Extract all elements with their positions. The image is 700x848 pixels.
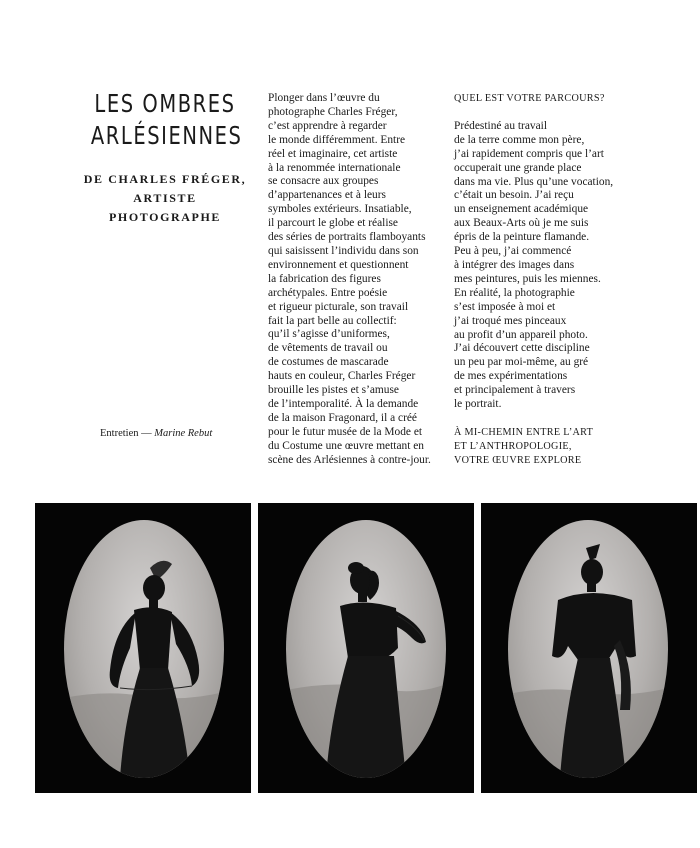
answer-text-line: aux Beaux-Arts où je me suis (454, 217, 589, 230)
photo-oval-2 (286, 520, 446, 778)
answer-text-line: un enseignement académique (454, 203, 589, 216)
subtitle-line-2: ARTISTE (133, 191, 197, 205)
intro-text-line: à la renommée internationale (268, 161, 401, 174)
question-1: QUEL EST VOTRE PARCOURS? (454, 93, 605, 104)
intro-text-line: pour le futur musée de la Mode et (268, 425, 423, 438)
answer-text-line: occuperait une grande place (454, 161, 582, 174)
answer-text-line: un peu par moi-même, au gré (454, 356, 589, 369)
article-subtitle (74, 170, 256, 227)
intro-text-line: environnement et questionnent (268, 258, 409, 271)
interview-credit (100, 428, 212, 439)
intro-text-line: qui saisissent l’individu dans son (268, 244, 419, 257)
intro-text-line: de vêtements de travail ou (268, 342, 388, 355)
subtitle-line-1: DE CHARLES FRÉGER, (83, 172, 247, 186)
answer-text-line: mes peintures, puis les miennes. (454, 272, 601, 285)
silhouette-2 (286, 520, 446, 778)
silhouette-1 (64, 520, 224, 778)
intro-text-line: le monde différemment. Entre (268, 133, 406, 146)
article-title (90, 88, 243, 152)
answer-text-line: s’est imposée à moi et (454, 300, 556, 313)
answer-text-line: dans ma vie. Plus qu’une vocation, (454, 175, 614, 188)
question-2 (454, 426, 654, 468)
interview-column (454, 92, 654, 468)
credit-author: Marine Rebut (154, 428, 213, 439)
question-text-line: VOTRE ŒUVRE EXPLORE (454, 454, 582, 466)
answer-text-line: et principalement à travers (454, 384, 576, 397)
intro-text-line: d’appartenances et à leurs (268, 189, 386, 202)
answer-text-line: au profit d’un appareil photo. (454, 328, 588, 341)
answer-text-line: j’ai troqué mes pinceaux (454, 314, 567, 327)
intro-text-line: de l’intemporalité. À la demande (268, 397, 419, 410)
subtitle-line-3: PHOTOGRAPHE (108, 210, 222, 224)
intro-text-line: du Costume une œuvre mettant en (268, 439, 424, 452)
intro-text-line: photographe Charles Fréger, (268, 105, 398, 118)
answer-text-line: c’était un besoin. J’ai reçu (454, 189, 574, 202)
credit-prefix: Entretien — (100, 428, 155, 439)
title-line-2: ARLÉSIENNES (90, 121, 243, 150)
intro-text-line: symboles extérieurs. Insatiable, (268, 203, 412, 216)
intro-text-line: Plonger dans l’œuvre du (268, 92, 380, 104)
silhouette-3 (508, 520, 668, 778)
answer-text-line: J’ai découvert cette discipline (454, 342, 590, 355)
photo-oval-3 (508, 520, 668, 778)
intro-text-line: des séries de portraits flamboyants (268, 231, 426, 244)
intro-text-line: de la maison Fragonard, il a créé (268, 411, 417, 424)
question-text-line: À MI-CHEMIN ENTRE L’ART (454, 426, 594, 438)
question-text-line: ET L’ANTHROPOLOGIE, (454, 440, 572, 452)
photo-oval-1 (64, 520, 224, 778)
answer-text-line: de mes expérimentations (454, 370, 568, 383)
answer-text-line: le portrait. (454, 398, 502, 411)
intro-text-line: réel et imaginaire, cet artiste (268, 147, 398, 160)
answer-text-line: de la terre comme mon père, (454, 133, 585, 146)
answer-text-line: En réalité, la photographie (454, 286, 575, 299)
intro-text-line: scène des Arlésiennes à contre-jour. (268, 453, 431, 466)
intro-text-line: archétypales. Entre poésie (268, 286, 388, 299)
title-line-1: LES OMBRES (94, 89, 236, 118)
intro-text-line: c’est apprendre à regarder (268, 119, 387, 132)
intro-text-line: il parcourt le globe et réalise (268, 217, 398, 230)
photo-arlesienne-3 (481, 503, 697, 793)
intro-text-line: et rigueur picturale, son travail (268, 300, 409, 313)
intro-column (268, 92, 440, 467)
intro-text-line: la fabrication des figures (268, 272, 381, 285)
intro-text-line: de costumes de mascarade (268, 356, 389, 369)
answer-text-line: j’ai rapidement compris que l’art (454, 147, 604, 160)
photo-arlesienne-2 (258, 503, 474, 793)
answer-text-line: épris de la peinture flamande. (454, 231, 590, 244)
intro-text-line: se consacre aux groupes (268, 175, 379, 188)
intro-text-line: hauts en couleur, Charles Fréger (268, 370, 416, 383)
photo-arlesienne-1 (35, 503, 251, 793)
answer-text-line: Prédestiné au travail (454, 119, 547, 132)
intro-text-line: fait la part belle au collectif: (268, 314, 397, 327)
answer-text-line: à intégrer des images dans (454, 258, 575, 271)
intro-text-line: qu’il s’agisse d’uniformes, (268, 328, 390, 341)
answer-1 (454, 120, 654, 412)
answer-text-line: Peu à peu, j’ai commencé (454, 245, 572, 258)
intro-text-line: brouille les pistes et s’amuse (268, 384, 399, 397)
